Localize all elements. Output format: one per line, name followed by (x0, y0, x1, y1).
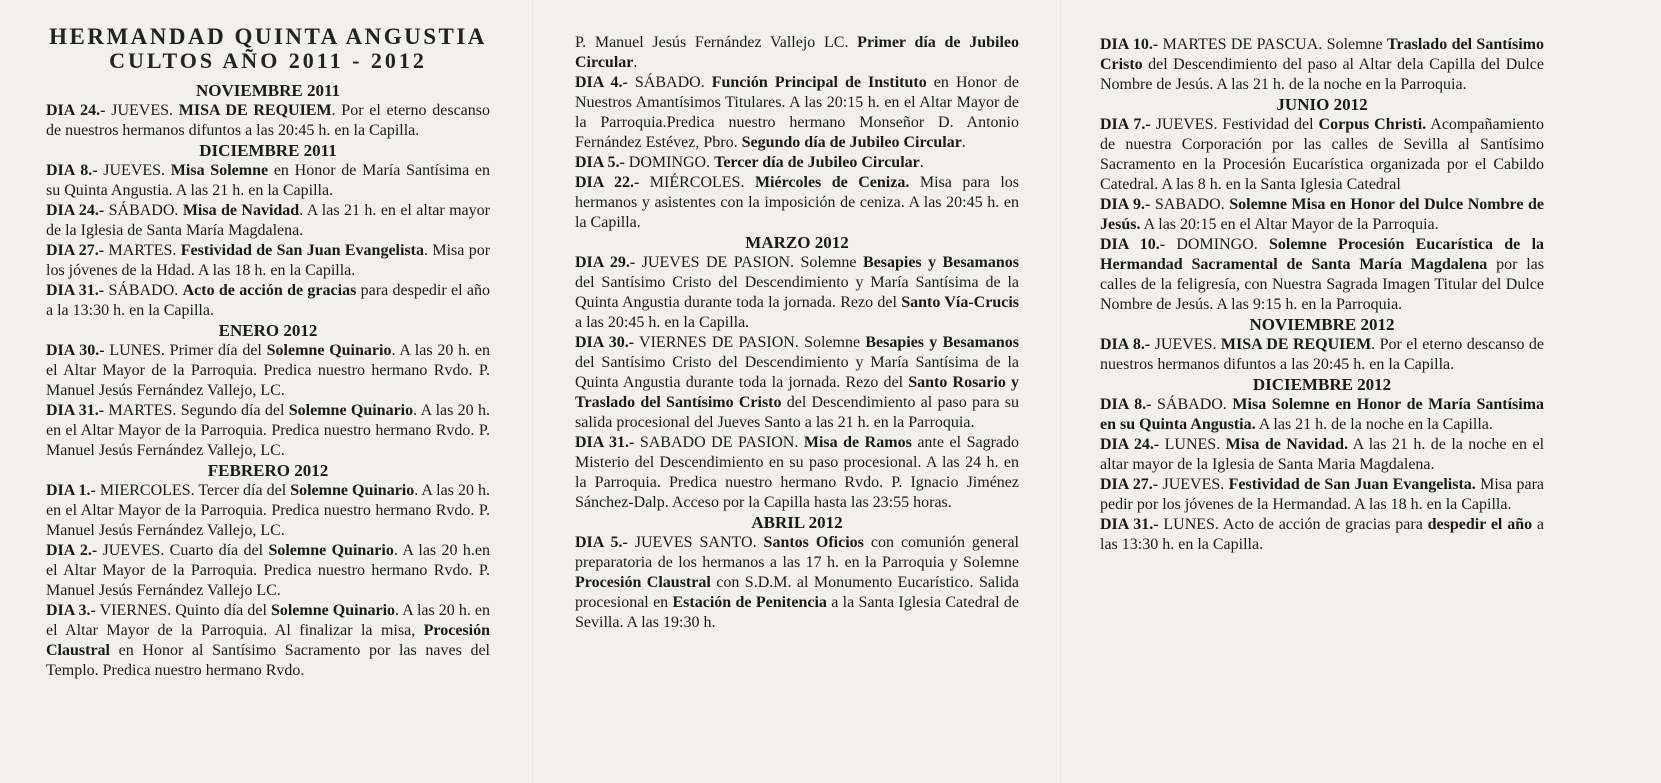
entry-bold-text: Solemne Procesión Eucarística de la Hermandad Sacramental de Santa María Magdalena (1100, 236, 1545, 273)
entry-text: . Misa por los jóvenes de la Hdad. A las 18 h. en la Capilla. (46, 242, 491, 279)
entry-text: MARTES DE PASCUA. Solemne (1158, 36, 1388, 53)
month-heading: JUNIO 2012 (1276, 95, 1368, 114)
entry-text: con comunión general preparatoria de los hermanos a las 17 h. en la Parroquia y Solemne (575, 534, 1019, 571)
schedule-entry (46, 481, 490, 541)
entry-bold-text: Traslado del Santísimo Cristo (1100, 36, 1544, 73)
entry-bold-text: DIA 1.- (46, 482, 96, 499)
schedule-entry (1100, 335, 1544, 375)
schedule-entry (1100, 235, 1544, 315)
entry-text: a las 20:45 h. en la Capilla. (575, 314, 750, 331)
schedule-entry (575, 533, 1019, 633)
entry-bold-text: DIA 8.- (1100, 396, 1152, 413)
schedule-entry (575, 73, 1019, 153)
entry-text: . Por el eterno descanso de nuestros hermanos difuntos a las 20:45 h. en la Capilla. (46, 102, 491, 139)
entry-bold-text: Misa de Ramos (803, 434, 912, 451)
entry-text: SÁBADO. (104, 282, 183, 299)
entry-text: en Honor al Santísimo Sacramento por las naves del Templo. Predica nuestro hermano Rvdo. (46, 642, 490, 679)
month-heading: ENERO 2012 (218, 321, 318, 340)
entry-bold-text: DIA 31.- (46, 402, 105, 419)
schedule-entry (575, 433, 1019, 513)
entry-bold-text: MISA DE REQUIEM (1220, 336, 1372, 353)
entry-bold-text: Santos Oficios (763, 534, 864, 551)
entry-text: LUNES. (1159, 436, 1226, 453)
entry-bold-text: Misa de Navidad (182, 202, 300, 219)
schedule-entry (46, 541, 490, 601)
entry-bold-text: Solemne Quinario (288, 402, 414, 419)
entry-bold-text: Corpus Christi. (1318, 116, 1427, 133)
entry-bold-text: DIA 10.- (1100, 236, 1166, 253)
month-heading: NOVIEMBRE 2012 (1249, 315, 1395, 334)
column-2 (575, 33, 1019, 633)
entry-bold-text: DIA 2.- (46, 542, 98, 559)
entry-bold-text: Santo Rosario y Traslado del Santísimo Cristo (575, 374, 1019, 411)
entry-text: . (633, 54, 638, 71)
entry-bold-text: Segundo día de Jubileo Circular (741, 134, 962, 151)
entry-text: LUNES. Acto de acción de gracias para (1158, 516, 1428, 533)
schedule-entry (575, 253, 1019, 333)
entry-text: . A las 20 h. en el Altar Mayor de la Parroquia. Al finalizar la misa, (46, 602, 490, 639)
entry-bold-text: Acto de acción de gracias (182, 282, 357, 299)
entry-bold-text: Misa de Navidad. (1225, 436, 1349, 453)
entry-text: del Descendimiento del paso al Altar dela Capilla del Dulce Nombre de Jesús. A las 21 h. de la noche en la Parroquia. (1100, 56, 1544, 93)
entry-text: Misa para los hermanos y asistentes con la imposición de ceniza. A las 20:45 h. en la Capilla. (575, 174, 1020, 231)
entry-bold-text: Tercer día de Jubileo Circular (714, 154, 920, 171)
entry-text: del Descendimiento al paso para su salida procesional del Jueves Santo a las 21 h. en la Parroquia. (575, 394, 1019, 431)
entry-text: JUEVES. (97, 162, 171, 179)
entry-text: . (919, 154, 924, 171)
schedule-entry (46, 161, 490, 201)
entry-text: JUEVES. Festividad del (1150, 116, 1319, 133)
schedule-entry (1100, 515, 1544, 555)
entry-text: DOMINGO. (1165, 236, 1269, 253)
entry-bold-text: DIA 3.- (46, 602, 96, 619)
entry-bold-text: DIA 30.- (46, 342, 105, 359)
entry-bold-text: DIA 10.- (1100, 36, 1159, 53)
entry-text: JUEVES. (1158, 476, 1229, 493)
entry-bold-text: DIA 24.- (46, 102, 106, 119)
entry-text: JUEVES. (105, 102, 179, 119)
entry-text: Acompañamiento de nuestra Corporación por las calles de Sevilla al Santísimo Sacramento en la Procesión Eucarística organizada por el Cabildo Catedral. A las 8 h. en la Santa Iglesia Catedral (1100, 116, 1544, 193)
schedule-entry (46, 341, 490, 401)
month-heading: MARZO 2012 (745, 233, 849, 252)
entry-text: A las 21 h. de la noche en el altar mayor de la Iglesia de Santa Maria Magdalena. (1100, 436, 1545, 473)
entry-text: MARTES. Segundo día del (104, 402, 289, 419)
fold-line (1060, 0, 1061, 783)
entry-bold-text: Besapies y Besamanos (865, 334, 1020, 351)
column-body (46, 81, 490, 681)
schedule-entry (1100, 35, 1544, 95)
month-heading: DICIEMBRE 2011 (199, 141, 337, 160)
entry-text: . (961, 134, 966, 151)
schedule-entry (575, 333, 1019, 433)
entry-text: A las 21 h. de la noche en la Capilla. (1255, 416, 1493, 433)
column-body (1100, 35, 1544, 555)
entry-bold-text: DIA 24.- (1100, 436, 1160, 453)
entry-bold-text: Solemne Misa en Honor del Dulce Nombre de Jesús. (1100, 196, 1544, 233)
document-subtitle: CULTOS AÑO 2011 - 2012 (109, 48, 427, 73)
entry-text: SABADO. (1150, 196, 1230, 213)
entry-text: DOMINGO. (624, 154, 715, 171)
entry-bold-text: DIA 27.- (46, 242, 105, 259)
entry-text: JUEVES. Cuarto día del (97, 542, 269, 559)
entry-text: P. Manuel Jesús Fernández Vallejo LC. (575, 34, 858, 51)
entry-bold-text: Solemne Quinario (268, 542, 394, 559)
schedule-entry (46, 241, 490, 281)
entry-text: MARTES. (104, 242, 181, 259)
column-1 (46, 24, 490, 681)
entry-text: . A las 21 h. en el altar mayor de la Iglesia de Santa María Magdalena. (46, 202, 490, 239)
entry-bold-text: Solemne Quinario (266, 342, 392, 359)
schedule-entry (575, 173, 1019, 233)
entry-text: LUNES. Primer día del (104, 342, 267, 359)
entry-bold-text: Función Principal de Instituto (711, 74, 927, 91)
entry-text: en Honor de Nuestros Amantísimos Titulares. A las 20:15 h. en el Altar Mayor de la Parroquia.Predica nuestro hermano Monseñor D. Antonio Fernández Estévez, Pbro. (575, 74, 1019, 151)
schedule-entry (575, 153, 1019, 173)
entry-bold-text: DIA 8.- (1100, 336, 1151, 353)
schedule-entry (1100, 395, 1544, 435)
schedule-entry (46, 601, 490, 681)
month-heading: ABRIL 2012 (751, 513, 843, 532)
entry-bold-text: Procesión Claustral (575, 574, 711, 591)
entry-text: MIÉRCOLES. (639, 174, 755, 191)
entry-bold-text: MISA DE REQUIEM (178, 102, 332, 119)
entry-bold-text: Misa Solemne en Honor de María Santísima en su Quinta Angustia. (1100, 396, 1545, 433)
schedule-entry (575, 33, 1019, 73)
entry-bold-text: Procesión Claustral (46, 622, 490, 659)
entry-text: . A las 20 h.en el Altar Mayor de la Parroquia. Predica nuestro hermano Rvdo. P. Manuel Jesús Fernández Vallejo LC. (46, 542, 491, 599)
entry-text: MIERCOLES. Tercer día del (95, 482, 291, 499)
entry-bold-text: DIA 31.- (575, 434, 635, 451)
entry-text: en Honor de María Santísima en su Quinta Angustia. A las 21 h. en la Capilla. (46, 162, 491, 199)
entry-text: SÁBADO. (104, 202, 183, 219)
column-body (575, 33, 1019, 633)
entry-bold-text: DIA 8.- (46, 162, 98, 179)
entry-bold-text: DIA 27.- (1100, 476, 1159, 493)
entry-bold-text: DIA 30.- (575, 334, 635, 351)
entry-text: VIERNES. Quinto día del (95, 602, 271, 619)
schedule-entry (1100, 195, 1544, 235)
entry-bold-text: DIA 24.- (46, 202, 105, 219)
entry-bold-text: DIA 29.- (575, 254, 636, 271)
entry-text: SABADO DE PASION. (634, 434, 804, 451)
month-heading: FEBRERO 2012 (207, 461, 329, 480)
entry-text: a las 13:30 h. en la Capilla. (1100, 516, 1545, 553)
entry-text: Misa para pedir por los jóvenes de la Hermandad. A las 18 h. en la Capilla. (1100, 476, 1545, 513)
fold-line (532, 0, 533, 783)
schedule-entry (1100, 115, 1544, 195)
month-heading: NOVIEMBRE 2011 (195, 81, 341, 100)
entry-text: . A las 20 h. en el Altar Mayor de la Parroquia. Predica nuestro hermano Rvdo. P. Manuel Jesús Fernández Vallejo, LC. (46, 342, 491, 399)
document-title: HERMANDAD QUINTA ANGUSTIA (49, 24, 487, 49)
entry-bold-text: DIA 31.- (46, 282, 105, 299)
entry-text: con S.D.M. al Monumento Eucarístico. Salida procesional en (575, 574, 1019, 611)
entry-text: del Santísimo Cristo del Descendimiento y María Santísima de la Quinta Angustia durante toda la jornada. Rezo del (575, 274, 1019, 311)
entry-bold-text: Solemne Quinario (290, 482, 415, 499)
entry-text: a la Santa Iglesia Catedral de Sevilla. A las 19:30 h. (575, 594, 1020, 631)
entry-bold-text: DIA 5.- (575, 154, 625, 171)
entry-text: A las 20:15 en el Altar Mayor de la Parroquia. (1140, 216, 1439, 233)
entry-text: SÁBADO. (1151, 396, 1233, 413)
entry-text: por las calles de la feligresía, con Nuestra Sagrada Imagen Titular del Dulce Nombre de Jesús. A las 9:15 h. en la Parroquia. (1100, 256, 1544, 313)
schedule-entry (46, 281, 490, 321)
entry-text: JUEVES SANTO. (627, 534, 764, 551)
entry-bold-text: DIA 7.- (1100, 116, 1151, 133)
entry-bold-text: DIA 31.- (1100, 516, 1159, 533)
schedule-entry (46, 201, 490, 241)
entry-bold-text: Santo Vía-Crucis (901, 294, 1019, 311)
entry-bold-text: DIA 5.- (575, 534, 628, 551)
entry-text: SÁBADO. (627, 74, 712, 91)
entry-text: JUEVES DE PASION. Solemne (635, 254, 863, 271)
column-3 (1100, 35, 1544, 555)
entry-bold-text: DIA 9.- (1100, 196, 1151, 213)
entry-bold-text: Estación de Penitencia (672, 594, 827, 611)
entry-text: . A las 20 h. en el Altar Mayor de la Parroquia. Predica nuestro hermano Rvdo. P. Manuel Jesús Fernández Vallejo, LC. (46, 402, 490, 459)
entry-bold-text: DIA 4.- (575, 74, 628, 91)
entry-bold-text: Solemne Quinario (270, 602, 396, 619)
entry-text: JUEVES. (1150, 336, 1221, 353)
entry-text: para despedir el año a la 13:30 h. en la Capilla. (46, 282, 491, 319)
schedule-entry (1100, 475, 1544, 515)
entry-bold-text: Festividad de San Juan Evangelista (180, 242, 424, 259)
schedule-entry (1100, 435, 1544, 475)
entry-text: ante el Sagrado Misterio del Descendimiento en su paso procesional. A las 24 h. en la Parroquia. Predica nuestro hermano Rvdo. P. Ignacio Jiménez Sánchez-Dalp. Acceso por la Capilla hasta las 23:55 horas. (575, 434, 1020, 511)
entry-bold-text: despedir el año (1427, 516, 1533, 533)
entry-text: . Por el eterno descanso de nuestros hermanos difuntos a las 20:45 h. en la Capilla. (1100, 336, 1545, 373)
month-heading: DICIEMBRE 2012 (1252, 375, 1392, 394)
schedule-entry (46, 101, 490, 141)
entry-text: del Santísimo Cristo del Descendimiento y María Santísima de la Quinta Angustia durante toda la jornada. Rezo del (575, 354, 1019, 391)
entry-bold-text: Festividad de San Juan Evangelista. (1228, 476, 1476, 493)
entry-text: . A las 20 h. en el Altar Mayor de la Parroquia. Predica nuestro hermano Rvdo. P. Manuel Jesús Fernández Vallejo, LC. (46, 482, 491, 539)
entry-text: VIERNES DE PASION. Solemne (634, 334, 866, 351)
entry-bold-text: DIA 22.- (575, 174, 640, 191)
entry-bold-text: Miércoles de Ceniza. (754, 174, 910, 191)
entry-bold-text: Besapies y Besamanos (862, 254, 1020, 271)
entry-bold-text: Primer día de Jubileo Circular (575, 34, 1020, 71)
schedule-entry (46, 401, 490, 461)
entry-bold-text: Misa Solemne (170, 162, 269, 179)
